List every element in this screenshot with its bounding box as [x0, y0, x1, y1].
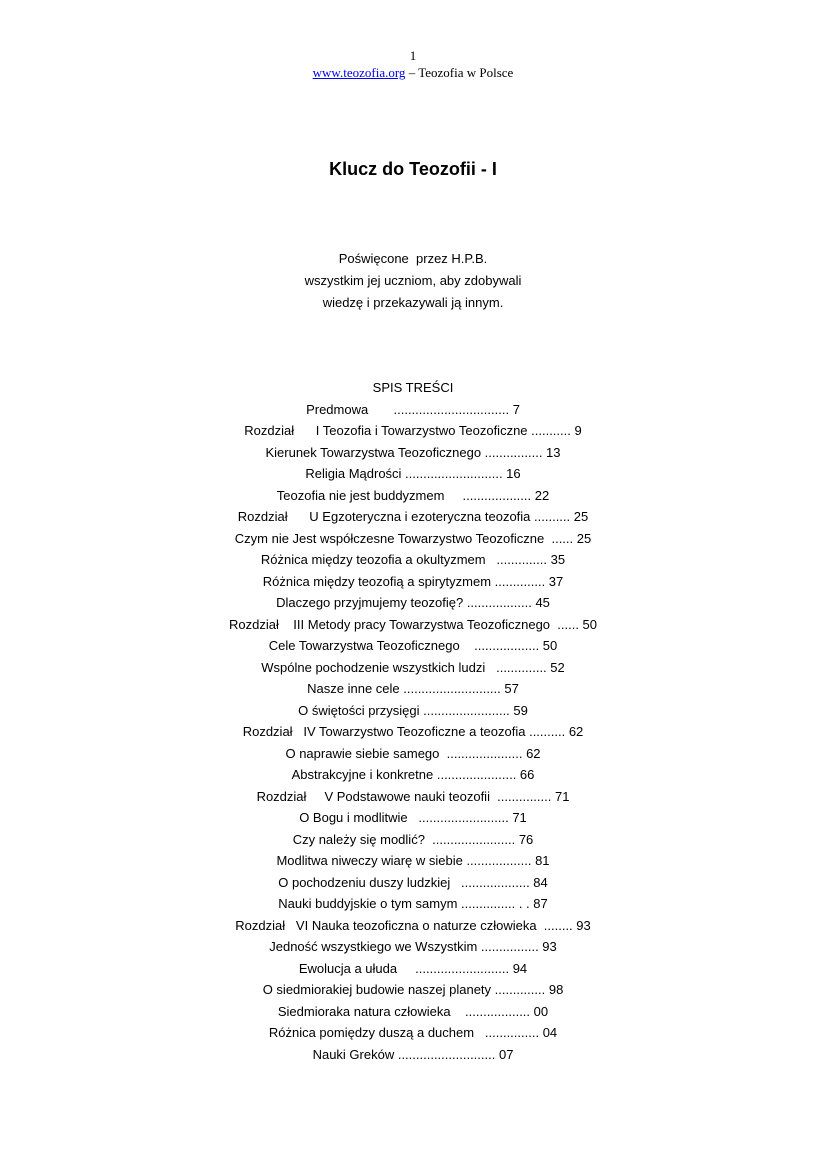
toc-entry: Nauki buddyjskie o tym samym ............... . . 87	[278, 896, 548, 911]
toc-entry: Różnica pomiędzy duszą a duchem ............... 04	[268, 1025, 558, 1040]
toc-entry: O pochodzeniu duszy ludzkiej ................... 84	[278, 874, 548, 890]
toc-entry: Rozdział IV Towarzystwo Teozoficzne a teozofia .......... 62	[242, 724, 584, 739]
toc-entry: Teozofia nie jest buddyzmem ................... 22	[276, 487, 550, 503]
toc-entry: Rozdział V Podstawowe nauki teozofii ............... 71	[256, 788, 570, 804]
dedication	[0, 248, 826, 314]
toc-heading: SPIS TREŚCI	[372, 380, 454, 395]
toc-entry: O naprawie siebie samego ..................... 62	[285, 745, 541, 761]
toc-entry: Religia Mądrości ........................... 16	[305, 466, 521, 481]
page-header	[0, 47, 826, 81]
table-of-contents	[0, 377, 826, 1065]
toc-entry: Kierunek Towarzystwa Teozoficznego ................ 13	[265, 444, 561, 460]
toc-entry: Predmowa ................................ 7	[306, 401, 520, 417]
site-suffix: – Teozofia w Polsce	[405, 65, 514, 80]
toc-entry: Rozdział III Metody pracy Towarzystwa Teozoficznego ...... 50	[228, 616, 598, 632]
toc-entry: O siedmiorakiej budowie naszej planety .............. 98	[262, 982, 564, 997]
toc-entry: Rozdział VI Nauka teozoficzna o naturze człowieka ........ 93	[235, 917, 591, 933]
toc-entry: Różnica między teozofia a okultyzmem .............. 35	[260, 552, 566, 567]
toc-entry: O Bogu i modlitwie ......................... 71	[299, 810, 527, 825]
site-link[interactable]: www.teozofia.org	[312, 65, 406, 80]
toc-entry: Czym nie Jest współczesne Towarzystwo Teozoficzne ...... 25	[234, 530, 592, 546]
toc-entry: Dlaczego przyjmujemy teozofię? .................. 45	[276, 595, 550, 610]
toc-entry: Abstrakcyjne i konkretne ...................... 66	[291, 767, 535, 782]
document-title: Klucz do Teozofii - I	[329, 159, 497, 179]
toc-entry: Siedmioraka natura człowieka .................. 00	[277, 1003, 549, 1019]
page-number: 1	[409, 48, 417, 63]
toc-entry: Nauki Greków ........................... 07	[312, 1046, 514, 1062]
toc-entry: O świętości przysięgi ........................ 59	[298, 702, 528, 718]
toc-list	[0, 399, 826, 1066]
dedication-line: wiedzę i przekazywali ją innym.	[322, 295, 504, 310]
toc-entry: Jedność wszystkiego we Wszystkim ................ 93	[269, 939, 557, 954]
toc-entry: Nasze inne cele ........................... 57	[307, 681, 519, 696]
toc-entry: Modlitwa niweczy wiarę w siebie .................. 81	[276, 853, 550, 868]
dedication-line: Poświęcone przez H.P.B.	[338, 251, 488, 266]
dedication-line: wszystkim jej uczniom, aby zdobywali	[304, 273, 522, 288]
toc-entry: Rozdział U Egzoteryczna i ezoteryczna teozofia .......... 25	[237, 509, 589, 524]
toc-entry: Różnica między teozofią a spirytyzmem .............. 37	[262, 573, 564, 589]
toc-entry: Czy należy się modlić? ....................... 76	[292, 831, 534, 847]
toc-entry: Ewolucja a ułuda .......................... 94	[298, 960, 528, 976]
toc-entry: Cele Towarzystwa Teozoficznego .................. 50	[268, 638, 558, 653]
header-line	[0, 64, 826, 81]
toc-entry: Wspólne pochodzenie wszystkich ludzi .............. 52	[261, 659, 565, 675]
toc-entry: Rozdział I Teozofia i Towarzystwo Teozoficzne ........... 9	[244, 423, 582, 438]
